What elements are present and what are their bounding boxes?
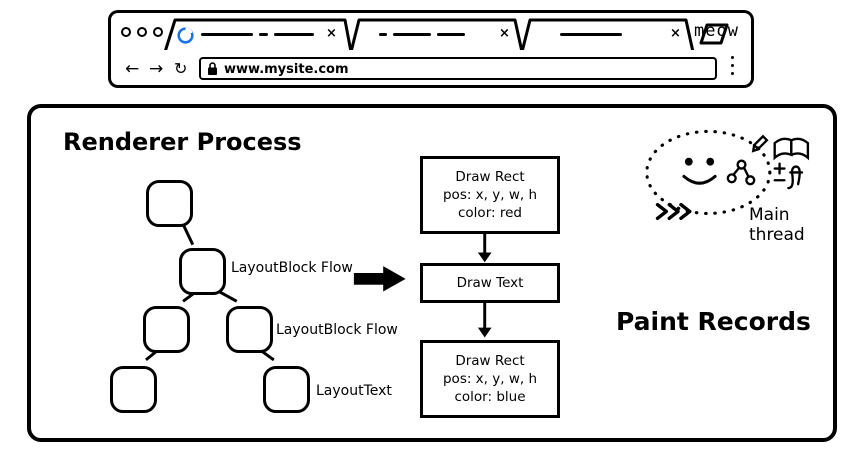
browser-tab-1[interactable] (163, 18, 353, 53)
layout-tree-node-6 (263, 366, 310, 413)
window-control-close-icon[interactable] (121, 27, 131, 37)
browser-brand-label: meow (694, 21, 739, 41)
browser-tab-2[interactable] (349, 18, 524, 53)
layout-tree-label-layoutblock-flow-1: LayoutBlock Flow (231, 260, 353, 276)
tab-1-title-dash-2 (274, 33, 314, 36)
layout-tree-node-5 (110, 366, 157, 413)
browser-window (108, 10, 756, 88)
tab-1-title-dash-1 (259, 33, 268, 36)
paint-record-box-1 (420, 156, 560, 234)
paint-record-3-line-1: Draw Rect (455, 353, 525, 369)
browser-menu-icon[interactable] (731, 56, 735, 80)
lock-icon (207, 62, 218, 76)
browser-toolbar (108, 50, 754, 88)
main-thread-label: Main thread (749, 205, 805, 245)
tab-2-title-dash-1 (379, 33, 387, 36)
layout-tree-label-layoutblock-flow-2: LayoutBlock Flow (276, 322, 398, 338)
paint-record-box-3 (420, 340, 560, 418)
reload-button-icon[interactable]: ↻ (174, 59, 188, 78)
layout-tree-node-3 (143, 306, 190, 353)
forward-button-icon[interactable]: → (149, 59, 164, 79)
window-control-minimize-icon[interactable] (137, 27, 147, 37)
panel-title: Renderer Process (63, 128, 302, 156)
browser-tab-3[interactable] (520, 18, 695, 53)
tab-3-close-icon[interactable]: × (670, 26, 681, 41)
favicon-icon (177, 27, 194, 44)
back-button-icon[interactable]: ← (125, 59, 140, 79)
paint-record-1-line-3: color: red (458, 205, 522, 221)
tab-1-title (201, 33, 253, 36)
tab-2-close-icon[interactable]: × (499, 26, 510, 41)
address-bar[interactable] (199, 57, 717, 80)
tab-2-title-dash-3 (437, 33, 465, 36)
browser-tab-bar (108, 10, 754, 50)
window-control-maximize-icon[interactable] (153, 27, 163, 37)
layout-tree-node-2 (179, 248, 226, 295)
tab-1-close-icon[interactable]: × (326, 26, 337, 41)
paint-record-3-line-3: color: blue (454, 389, 526, 405)
paint-record-1-line-1: Draw Rect (455, 169, 525, 185)
layout-tree-node-root (146, 180, 193, 227)
address-bar-url-text[interactable]: www.mysite.com (224, 62, 349, 77)
renderer-process-panel (27, 104, 837, 442)
layout-tree-node-4 (226, 306, 273, 353)
paint-record-2-line-1: Draw Text (456, 275, 524, 291)
paint-record-box-2 (420, 263, 560, 303)
tab-2-title-dash-2 (393, 33, 431, 36)
paint-records-title: Paint Records (616, 307, 811, 336)
paint-record-1-line-2: pos: x, y, w, h (442, 187, 538, 203)
paint-record-3-line-2: pos: x, y, w, h (442, 371, 538, 387)
layout-tree-label-layouttext: LayoutText (316, 383, 392, 399)
tab-3-title-dash-1 (560, 33, 622, 36)
